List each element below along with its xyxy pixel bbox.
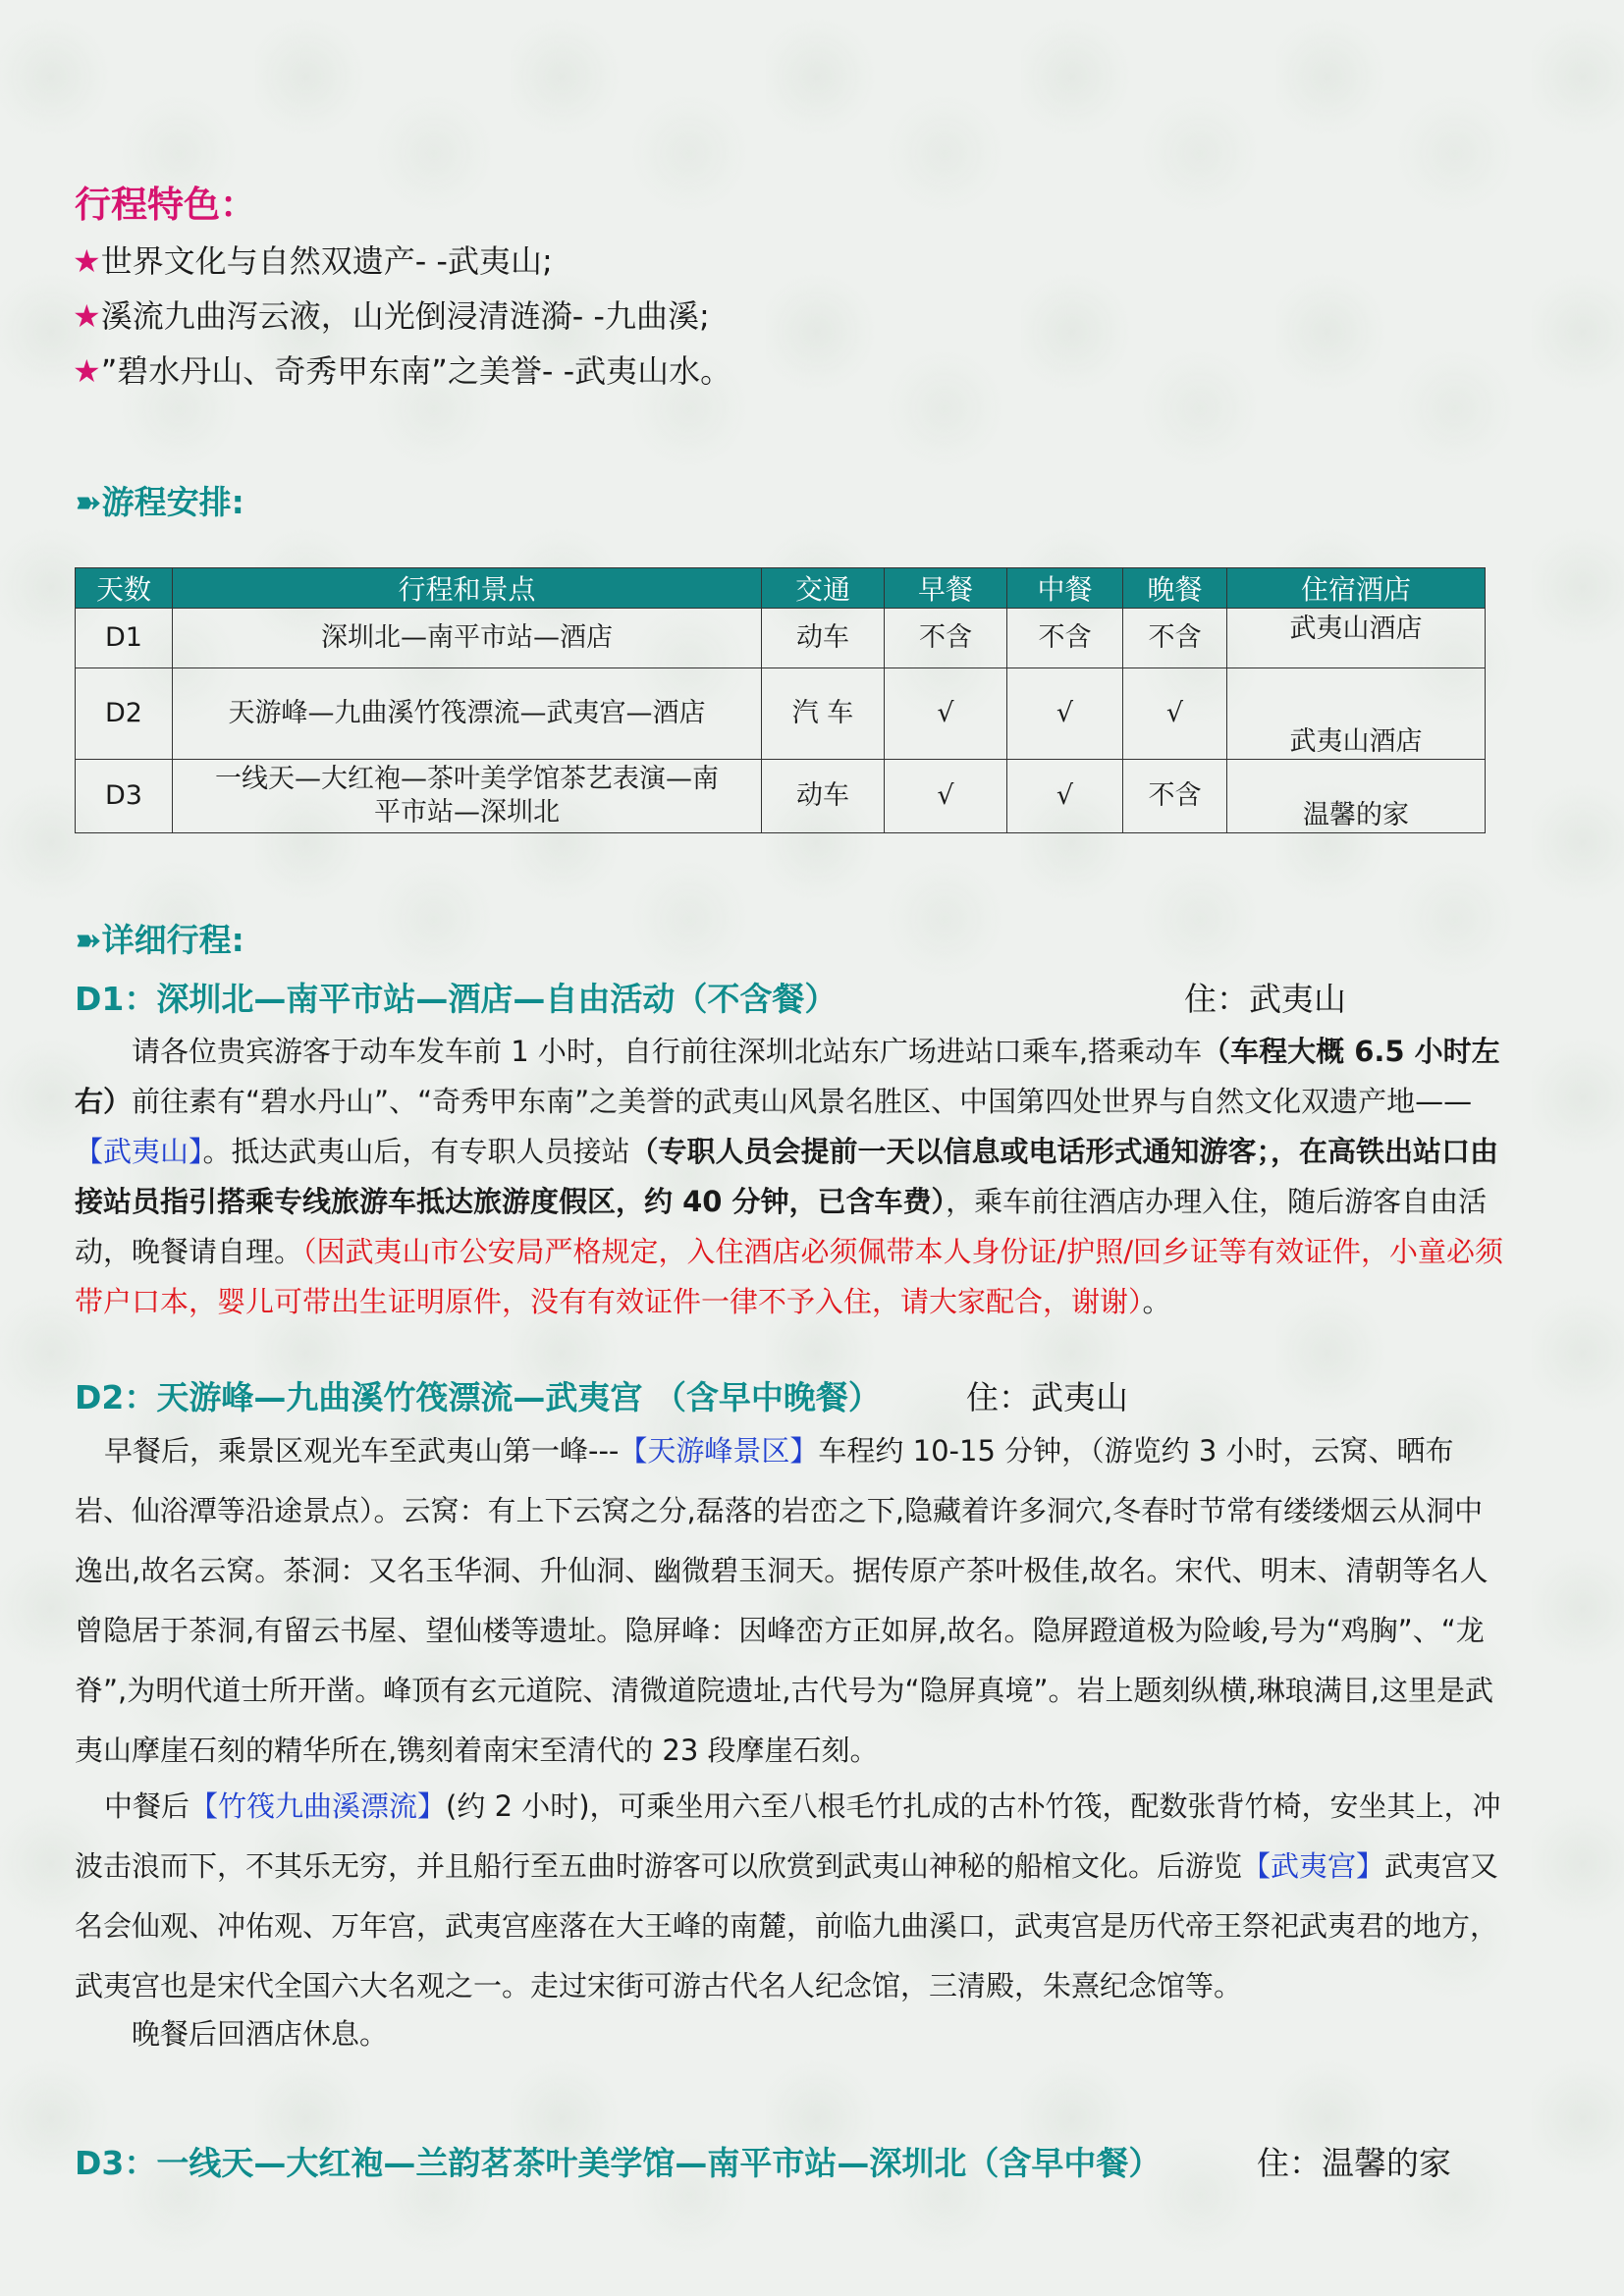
day3-stay: 住：温馨的家: [1257, 2144, 1451, 2182]
day1-description: 请各位贵宾游客于动车发车前 1 小时，自行前往深圳北站东广场进站口乘车,搭乘动车（车程大概 6.5 小时左右）前往素有“碧水丹山”、“奇秀甲东南”之美誉的武夷山风景名胜区、中国第四处世界与自然文化双遗产地——【武夷山】。抵达武夷山后，有专职人员接站（专职人员会提前一天以信息或电话形式通知游客；，在高铁出站口由接站员指引搭乘专线旅游车抵达旅游度假区，约 40 分钟，已含车费），乘车前往酒店办理入住，随后游客自由活动，晚餐请自理。（因武夷山市公安局严格规定，入住酒店必须佩带本人身份证/护照/回乡证等有效证件，小童必须带户口本，婴儿可带出生证明原件，没有有效证件一律不予入住，请大家配合，谢谢）。: [75, 1035, 1504, 1318]
cell-hotel: 温馨的家: [1227, 760, 1486, 833]
header-transport: 交通: [762, 568, 885, 609]
feature-item: ★世界文化与自然双遗产- -武夷山;: [73, 242, 553, 280]
cell-route: 一线天—大红袍—茶叶美学馆茶艺表演—南平市站—深圳北: [173, 760, 762, 833]
cell-lunch: √: [1007, 668, 1123, 760]
cell-breakfast: √: [885, 760, 1007, 833]
cell-day: D2: [76, 668, 173, 760]
itinerary-table: [75, 567, 1486, 833]
header-breakfast: 早餐: [885, 568, 1007, 609]
link-wuyigong[interactable]: 【武夷宫】: [1242, 1849, 1385, 1883]
cell-breakfast: 不含: [885, 609, 1007, 668]
day1-stay: 住：武夷山: [1184, 980, 1346, 1018]
day3-heading: D3：一线天—大红袍—兰韵茗茶叶美学馆—南平市站—深圳北（含早中餐）: [75, 2144, 1162, 2182]
table-row: [76, 668, 1486, 760]
header-day: 天数: [76, 568, 173, 609]
star-icon: ★: [73, 242, 101, 280]
star-icon: ★: [73, 297, 101, 335]
header-route: 行程和景点: [173, 568, 762, 609]
day2-description-3: 晚餐后回酒店休息。: [132, 2017, 389, 2051]
feature-item: ★溪流九曲泻云液，山光倒浸清涟漪- -九曲溪;: [73, 297, 710, 335]
header-dinner: 晚餐: [1123, 568, 1227, 609]
itinerary-arrangement-title: ➽游程安排:: [75, 483, 244, 521]
link-tianyoufeng[interactable]: 【天游峰景区】: [619, 1434, 819, 1468]
header-hotel: 住宿酒店: [1227, 568, 1486, 609]
day2-description-1: 早餐后，乘景区观光车至武夷山第一峰---【天游峰景区】车程约 10-15 分钟，（游览约 3 小时，云窝、晒布岩、仙浴潭等沿途景点）。云窝：有上下云窝之分,磊落的岩峦之下,隐藏着许多洞穴,冬春时节常有缕缕烟云从洞中逸出,故名云窝。茶洞：又名玉华洞、升仙洞、幽微碧玉洞天。据传原产茶叶极佳,故名。宋代、明末、清朝等名人曾隐居于茶洞,有留云书屋、望仙楼等遗址。隐屏峰：因峰峦方正如屏,故名。隐屏蹬道极为险峻,号为“鸡胸”、“龙脊”,为明代道士所开凿。峰顶有玄元道院、清微道院遗址,古代号为“隐屏真境”。岩上题刻纵横,琳琅满目,这里是武夷山摩崖石刻的精华所在,镌刻着南宋至清代的 23 段摩崖石刻。: [75, 1434, 1493, 1767]
day1-heading: D1：深圳北—南平市站—酒店—自由活动（不含餐）: [75, 980, 838, 1018]
day2-description-2: 中餐后【竹筏九曲溪漂流】(约 2 小时)，可乘坐用六至八根毛竹扎成的古朴竹筏，配数张背竹椅，安坐其上，冲波击浪而下，不其乐无穷，并且船行至五曲时游客可以欣赏到武夷山神秘的船棺文化。后游览【武夷宫】武夷宫又名会仙观、冲佑观、万年宫，武夷宫座落在大王峰的南麓，前临九曲溪口，武夷宫是历代帝王祭祀武夷君的地方，武夷宫也是宋代全国六大名观之一。走过宋街可游古代名人纪念馆，三清殿，朱熹纪念馆等。: [75, 1789, 1501, 2002]
cell-route: 深圳北—南平市站—酒店: [173, 609, 762, 668]
cell-hotel: 武夷山酒店: [1227, 609, 1486, 668]
cell-route: 天游峰—九曲溪竹筏漂流—武夷宫—酒店: [173, 668, 762, 760]
cell-breakfast: √: [885, 668, 1007, 760]
cell-dinner: 不含: [1123, 609, 1227, 668]
day2-stay: 住：武夷山: [966, 1378, 1128, 1416]
day2-heading: D2：天游峰—九曲溪竹筏漂流—武夷宫 （含早中晚餐）: [75, 1378, 881, 1416]
detailed-itinerary-title: ➽详细行程:: [75, 921, 244, 959]
cell-transport: 动车: [762, 609, 885, 668]
cell-transport: 动车: [762, 760, 885, 833]
feature-item: ★”碧水丹山、奇秀甲东南”之美誉- -武夷山水。: [73, 352, 732, 390]
header-lunch: 中餐: [1007, 568, 1123, 609]
cell-day: D3: [76, 760, 173, 833]
features-title: 行程特色：: [75, 184, 256, 226]
cell-day: D1: [76, 609, 173, 668]
table-header-row: [76, 568, 1486, 609]
table-row: [76, 760, 1486, 833]
link-wuyishan[interactable]: 【武夷山】: [75, 1135, 203, 1168]
table-row: [76, 609, 1486, 668]
cell-lunch: 不含: [1007, 609, 1123, 668]
cell-transport: 汽 车: [762, 668, 885, 760]
link-bamboo-rafting[interactable]: 【竹筏九曲溪漂流】: [189, 1789, 447, 1823]
cell-hotel: 武夷山酒店: [1227, 668, 1486, 760]
cell-dinner: 不含: [1123, 760, 1227, 833]
cell-lunch: √: [1007, 760, 1123, 833]
id-notice: （因武夷山市公安局严格规定，入住酒店必须佩带本人身份证/护照/回乡证等有效证件，小童必须带户口本，婴儿可带出生证明原件，没有有效证件一律不予入住，请大家配合，谢谢）: [75, 1235, 1504, 1318]
cell-dinner: √: [1123, 668, 1227, 760]
star-icon: ★: [73, 352, 101, 390]
